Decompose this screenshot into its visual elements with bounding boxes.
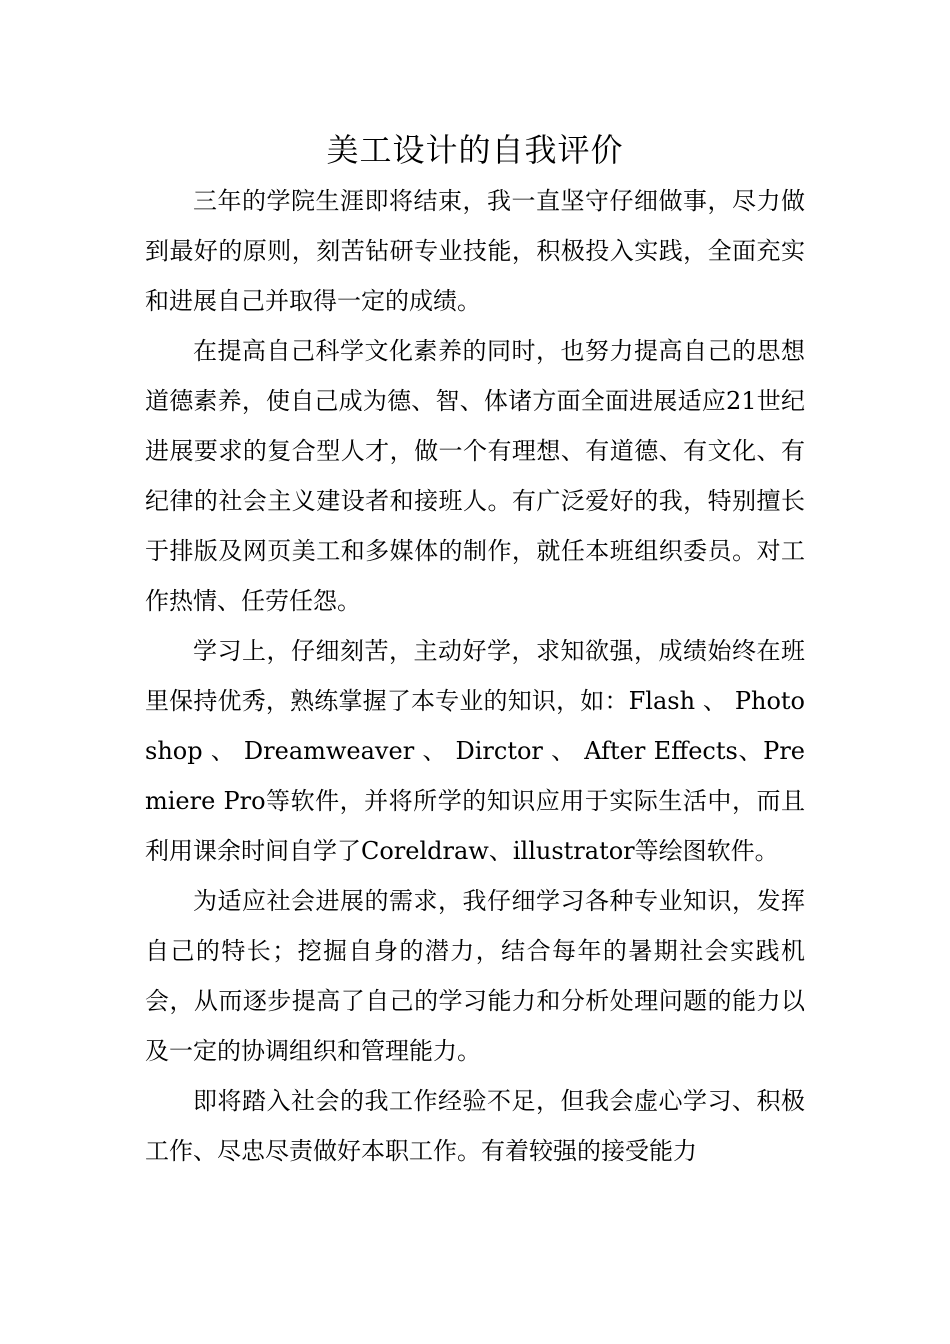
paragraph-study: 学习上，仔细刻苦，主动好学，求知欲强，成绩始终在班里保持优秀，熟练掌握了本专业的知识，如：Flash 、 Photoshop 、 Dreamweaver 、 Dirctor 、 After Effects、Premiere Pro等软件，并将所学的知识应用于实际生活中，而且利用课余时间自学了Coreldraw、illustrator等绘图软件。 [145,637,805,865]
document-body [145,176,805,1176]
paragraph-practice: 为适应社会进展的需求，我仔细学习各种专业知识，发挥自己的特长；挖掘自身的潜力，结合每年的暑期社会实践机会，从而逐步提高了自己的学习能力和分析处理问题的能力以及一定的协调组织和管理能力。 [145,887,805,1065]
paragraph-moral: 在提高自己科学文化素养的同时，也努力提高自己的思想道德素养，使自己成为德、智、体诸方面全面进展适应21世纪进展要求的复合型人才，做一个有理想、有道德、有文化、有纪律的社会主义建设者和接班人。有广泛爱好的我，特别擅长于排版及网页美工和多媒体的制作，就任本班组织委员。对工作热情、任劳任怨。 [145,337,805,615]
document-title: 美工设计的自我评价 [326,131,624,169]
paragraph-intro: 三年的学院生涯即将结束，我一直坚守仔细做事，尽力做到最好的原则，刻苦钻研专业技能，积极投入实践，全面充实和进展自己并取得一定的成绩。 [145,187,805,315]
paragraph-work: 即将踏入社会的我工作经验不足，但我会虚心学习、积极工作、尽忠尽责做好本职工作。有着较强的接受能力 [145,1087,805,1165]
